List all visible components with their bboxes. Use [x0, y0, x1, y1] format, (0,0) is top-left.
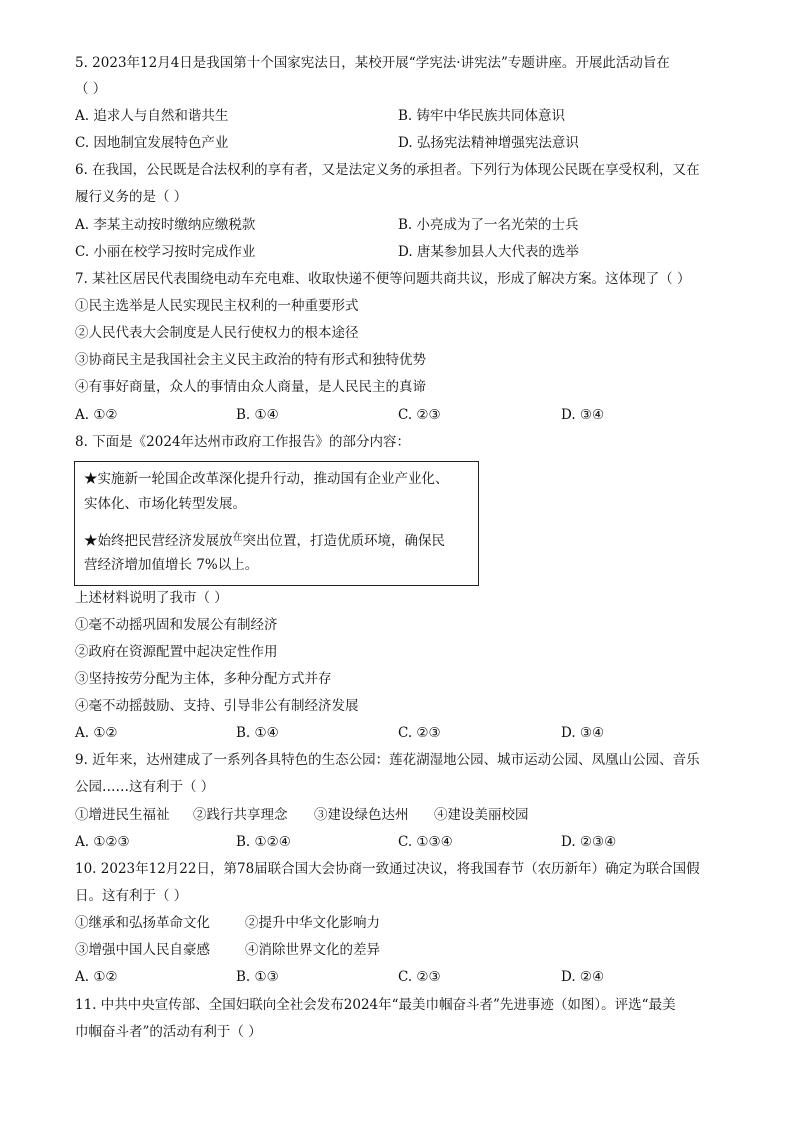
- q10-statement-3: ③增强中国人民自豪感: [75, 942, 210, 958]
- q9-stem: 9. 近年来，达州建成了一系列各具特色的生态公园：莲花湖湿地公园、城市运动公园、凤凰山公园、音乐: [75, 752, 700, 768]
- q8-question: 上述材料说明了我市（ ）: [75, 590, 228, 606]
- q5-stem: 5. 2023年12月4日是我国第十个国家宪法日，某校开展“学宪法·讲宪法”专题讲座。开展此活动旨在: [75, 55, 670, 71]
- q7-statement-3: ③协商民主是我国社会主义民主政治的特有形式和独特优势: [75, 352, 426, 368]
- q9-stem-cont: 公园……这有利于（ ）: [75, 779, 215, 795]
- q7-statement-4: ④有事好商量，众人的事情由众人商量，是人民民主的真谛: [75, 379, 426, 395]
- q8-statement-4: ④毫不动摇鼓励、支持、引导非公有制经济发展: [75, 698, 359, 714]
- q7-option-c: C. ②③: [398, 407, 441, 423]
- q5-option-d: D. 弘扬宪法精神增强宪法意识: [398, 135, 579, 151]
- q6-stem: 6. 在我国，公民既是合法权利的享有者，又是法定义务的承担者。下列行为体现公民既在享受权利，又在: [75, 162, 700, 178]
- q8-option-d: D. ③④: [561, 725, 605, 741]
- q5-stem-cont: （ ）: [75, 81, 107, 97]
- q8-option-c: C. ②③: [398, 725, 441, 741]
- q8-box-item-2-sup: 在: [232, 532, 243, 543]
- q9-statement-1: ①增进民生福祉: [75, 807, 170, 823]
- q8-material-box: [74, 461, 479, 586]
- q8-box-item-2-cont: 营经济增加值增长 7%以上。: [84, 557, 259, 573]
- q5-option-a: A. 追求人与自然和谐共生: [75, 108, 229, 124]
- q6-option-d: D. 唐某参加县人大代表的选举: [398, 244, 579, 260]
- q9-statement-2: ②践行共享理念: [193, 807, 288, 823]
- q9-option-a: A. ①②③: [75, 834, 130, 850]
- q6-stem-cont: 履行义务的是（ ）: [75, 189, 188, 205]
- q8-stem: 8. 下面是《2024年达州市政府工作报告》的部分内容：: [75, 434, 411, 450]
- q8-statement-2: ②政府在资源配置中起决定性作用: [75, 644, 278, 660]
- q10-statement-4: ④消除世界文化的差异: [245, 942, 380, 958]
- q10-option-c: C. ②③: [398, 969, 441, 985]
- q8-box-item-2-text-b: 突出位置，打造优质环境，确保民: [242, 533, 445, 549]
- q8-box-item-2: [84, 529, 445, 550]
- q11-stem-cont: 巾帼奋斗者”的活动有利于（ ）: [75, 1024, 262, 1040]
- q6-option-c: C. 小丽在校学习按时完成作业: [75, 244, 256, 260]
- q9-statement-4: ④建设美丽校园: [434, 807, 529, 823]
- q6-option-a: A. 李某主动按时缴纳应缴税款: [75, 217, 256, 233]
- q8-statement-3: ③坚持按劳分配为主体，多种分配方式并存: [75, 671, 332, 687]
- q10-option-a: A. ①②: [75, 969, 118, 985]
- q8-box-item-1: ★实施新一轮国企改革深化提升行动，推动国有企业产业化、: [84, 471, 449, 487]
- q8-option-a: A. ①②: [75, 725, 118, 741]
- q10-statement-2: ②提升中华文化影响力: [245, 915, 380, 931]
- q7-option-a: A. ①②: [75, 407, 118, 423]
- q7-stem: 7. 某社区居民代表围绕电动车充电难、收取快递不便等问题共商共议，形成了解决方案。这体现了（ ）: [75, 271, 691, 287]
- q8-box-item-1-cont: 实体化、市场化转型发展。: [84, 496, 246, 512]
- q7-statement-1: ①民主选举是人民实现民主权利的一种重要形式: [75, 298, 359, 314]
- q8-box-item-2-text: ★始终把民营经济发展放: [84, 533, 233, 549]
- q9-statement-3: ③建设绿色达州: [314, 807, 409, 823]
- q10-option-d: D. ②④: [561, 969, 605, 985]
- q8-option-b: B. ①④: [236, 725, 279, 741]
- q8-statement-1: ①毫不动摇巩固和发展公有制经济: [75, 617, 278, 633]
- q10-option-b: B. ①③: [236, 969, 279, 985]
- q7-option-b: B. ①④: [236, 407, 279, 423]
- q10-stem: 10. 2023年12月22日，第78届联合国大会协商一致通过决议，将我国春节（农历新年）确定为联合国假: [75, 861, 700, 877]
- q6-option-b: B. 小亮成为了一名光荣的士兵: [398, 217, 579, 233]
- q7-statement-2: ②人民代表大会制度是人民行使权力的根本途径: [75, 325, 359, 341]
- q9-option-d: D. ②③④: [561, 834, 617, 850]
- q5-option-b: B. 铸牢中华民族共同体意识: [398, 108, 566, 124]
- q10-stem-cont: 日。这有利于（ ）: [75, 888, 188, 904]
- q9-option-c: C. ①③④: [398, 834, 453, 850]
- q10-statement-1: ①继承和弘扬革命文化: [75, 915, 210, 931]
- q9-option-b: B. ①②④: [236, 834, 291, 850]
- q5-option-c: C. 因地制宜发展特色产业: [75, 135, 229, 151]
- q7-option-d: D. ③④: [561, 407, 605, 423]
- q11-stem: 11. 中共中央宣传部、全国妇联向全社会发布2024年“最美巾帼奋斗者”先进事迹（如图）。评选“最美: [75, 997, 676, 1013]
